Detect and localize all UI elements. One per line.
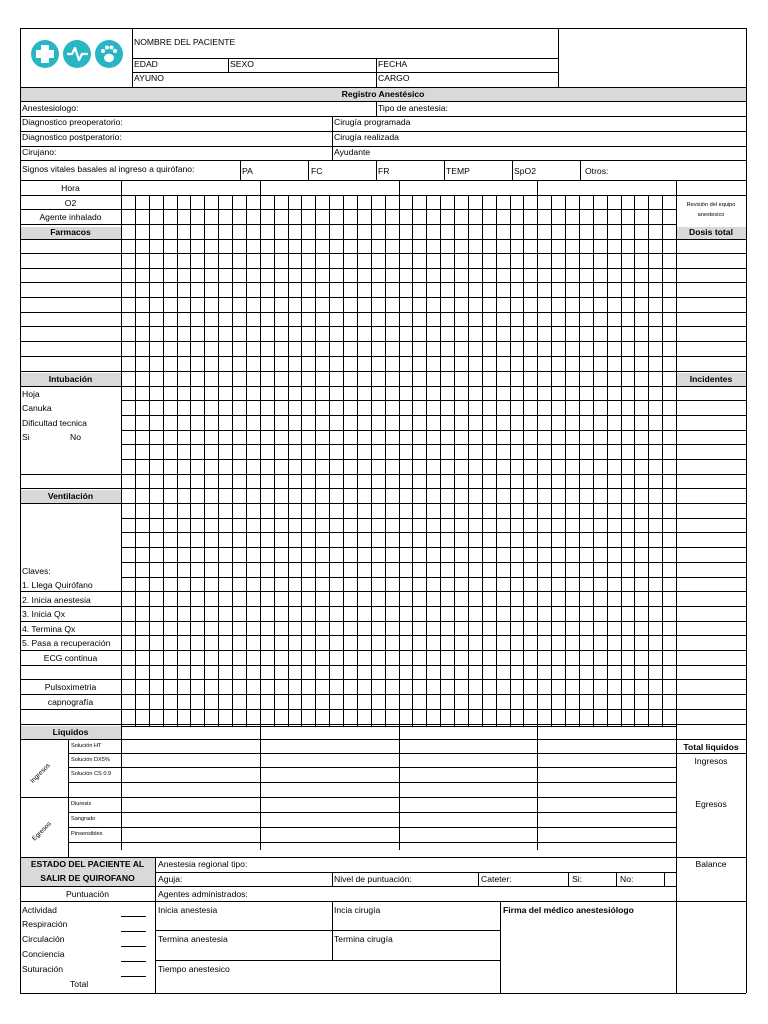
hora-label: Hora [61,183,80,193]
intubacion-title: Intubación [48,374,93,384]
capno-label: capnografía [47,697,94,707]
fr-label: FR [378,166,390,176]
ayudante-label: Ayudante [334,147,371,157]
nivel-label: Nivel de puntuación: [334,874,412,884]
sol-cs-label: Solución CS 0.9 [71,771,112,777]
paw-icon [95,40,123,68]
clave-3: 3. Inicia Qx [22,609,65,619]
pa-label: PA [242,166,253,176]
regional-tipo-label: Anestesia regional tipo: [158,859,248,869]
otros-label: Otros: [585,166,609,176]
ingresos-label: Ingresos [694,756,728,766]
clave-2: 2. Inicia anestesia [22,595,91,605]
clave-4: 4. Termina Qx [22,624,76,634]
canuka-label: Canuka [22,403,52,413]
regional-no-label: No: [620,874,634,884]
ayuno-label: AYUNO [134,73,164,83]
clave-1: 1. Llega Quirófano [22,580,93,590]
hoja-label: Hoja [22,389,40,399]
actividad-label: Actividad [22,905,57,915]
sol-ht-label: Solución HT [71,743,102,749]
anestesiologo-label: Anestesiologo: [22,103,79,113]
edad-label: EDAD [134,59,158,69]
agentes-label: Agentes administrados: [158,889,248,899]
ingresos-rot-label: Ingresos [29,762,52,785]
fc-label: FC [311,166,323,176]
tiempo-label: Tiempo anestesico [158,964,230,974]
diuresis-label: Diuresis [71,801,92,807]
sexo-label: SEXO [230,59,254,69]
respiracion-label: Respiración [22,919,68,929]
aguja-label: Aguja: [158,874,183,884]
sol-dx-label: Solución DX5% [71,757,110,763]
nombre-label: NOMBRE DEL PACIENTE [134,37,236,47]
cirujano-label: Cirujano: [22,147,57,157]
inicia-anest-label: Inicia anestesia [158,905,218,915]
egresos-label: Egresos [695,799,727,809]
incidentes-title: Incidentes [689,374,733,384]
regional-si-label: Si: [572,874,583,884]
cirugia-real-label: Cirugía realizada [334,132,399,142]
clave-5: 5. Pasa a recuperación [22,638,111,648]
diag-pre-label: Diagnostico preoperatorio: [22,117,123,127]
si-label: Si [22,432,30,442]
cateter-label: Cateter: [481,874,512,884]
termina-anest-label: Termina anestesia [158,934,228,944]
ecg-label: ECG continua [43,653,98,663]
tipo-anestesia-label: Tipo de anestesia: [378,103,448,113]
cargo-label: CARGO [378,73,410,83]
total-liquidos: Total liquidos [683,742,739,752]
balance-label: Balance [695,859,727,869]
heartbeat-icon [63,40,91,68]
dificultad-label: Dificultad tecnica [22,418,87,428]
estado-title-1: ESTADO DEL PACIENTE AL [30,859,145,869]
vitales-label: Signos vitales basales al ingreso a quirófano: [22,164,195,174]
claves-label: Claves: [22,566,51,576]
nombre-field[interactable] [134,58,558,72]
dosis-title: Dosis total [689,227,733,237]
circulacion-label: Circulación [22,934,65,944]
puntuacion-label: Puntuación [65,889,109,899]
farmacos-title: Farmacos [50,227,91,237]
pinsensibles-label: Pinsensibles [71,831,103,837]
estado-title-2: SALIR DE QUIROFANO [40,873,135,883]
temp-label: TEMP [446,166,470,176]
spo2-label: SpO2 [514,166,536,176]
cirugia-prog-label: Cirugía programada [334,117,411,127]
total-label: Total [70,979,89,989]
termina-cir-label: Termina cirugía [334,934,393,944]
cross-icon [31,40,59,68]
diag-post-label: Diagnostico postperatorio: [22,132,122,142]
ventilacion-title: Ventilación [47,491,94,501]
sangrado-label: Sangrado [71,816,96,822]
agente-label: Agente inhalado [39,212,102,222]
incia-cir-label: Incia cirugía [334,905,381,915]
liquidos-title: Liquidos [52,727,89,737]
revision-label: Revisión del equipo anestesico [686,202,736,218]
suturacion-label: Suturación [22,964,64,974]
no-label: No [70,432,81,442]
firma-label: Firma del médico anestesiólogo [503,905,634,915]
registro-title: Registro Anestésico [341,89,425,99]
pulso-label: Pulsoximetria [44,682,97,692]
conciencia-label: Conciencia [22,949,65,959]
o2-label: O2 [64,198,77,208]
egresos-rot-label: Egresos [31,820,53,843]
fecha-label: FECHA [378,59,408,69]
